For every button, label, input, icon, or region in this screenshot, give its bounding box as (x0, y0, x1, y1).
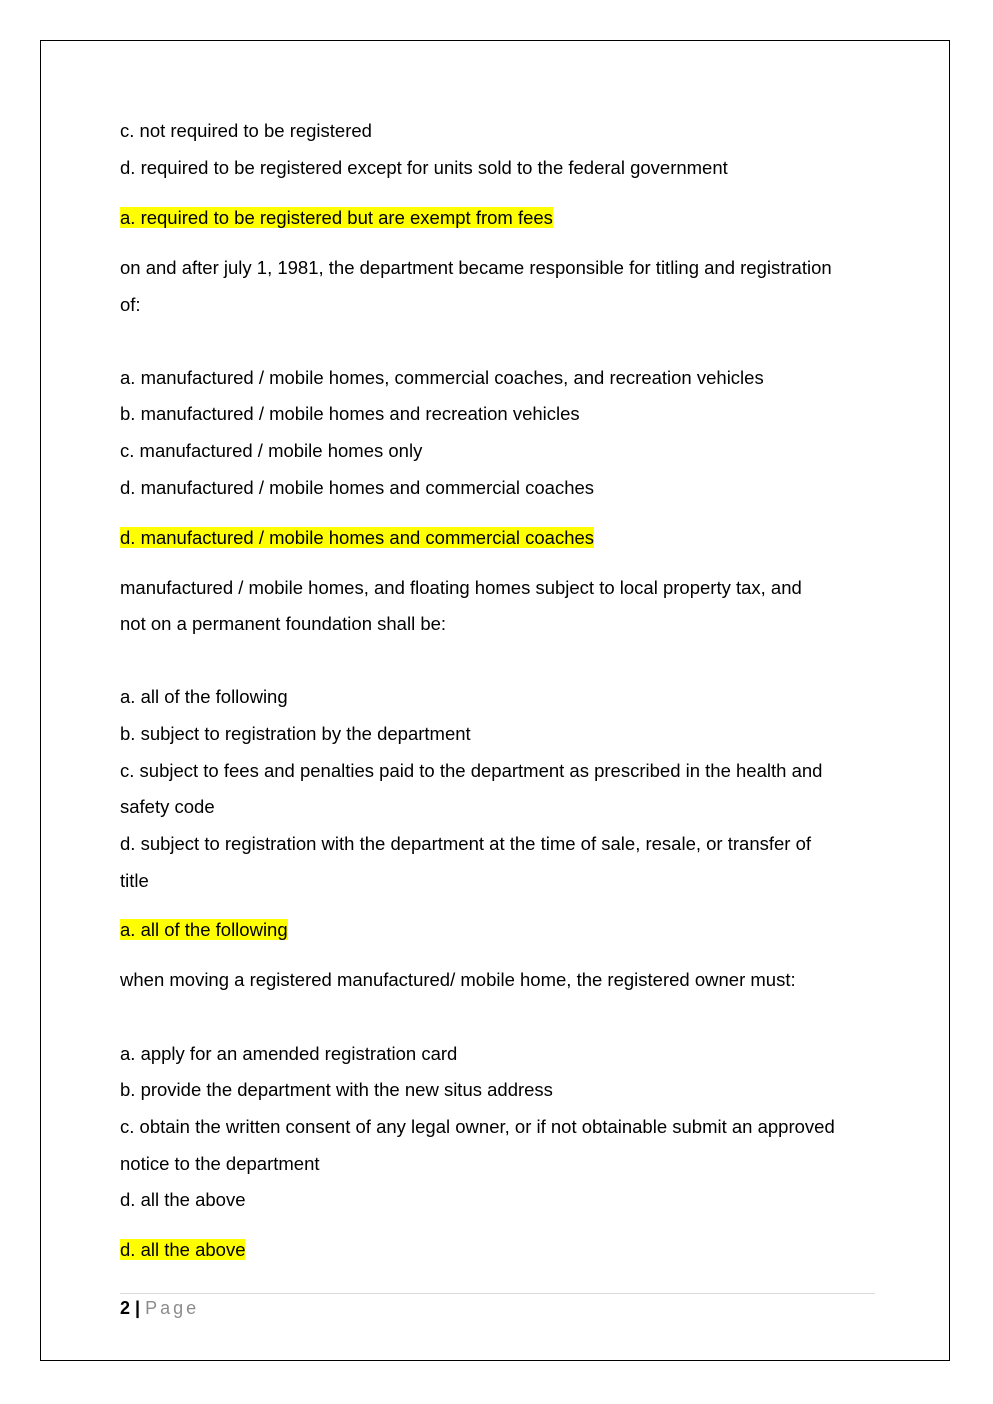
option-b: b. subject to registration by the department (120, 723, 471, 744)
option-b: b. provide the department with the new situs address (120, 1079, 553, 1100)
option-d: d. required to be registered except for units sold to the federal government (120, 157, 728, 178)
option-d-cont: title (120, 870, 149, 891)
answer-highlight (120, 1238, 245, 1262)
answer-text: d. manufactured / mobile homes and commercial coaches (120, 527, 595, 548)
option-c-cont: safety code (120, 796, 215, 817)
option-d: d. manufactured / mobile homes and commercial coaches (120, 477, 595, 498)
question-text: on and after july 1, 1981, the department became responsible for titling and registration (120, 257, 832, 278)
option-c: c. obtain the written consent of any legal owner, or if not obtainable submit an approved (120, 1116, 835, 1137)
page-number: 2 (120, 1298, 131, 1318)
answer-highlight (120, 918, 288, 942)
page-footer (120, 1296, 199, 1320)
option-b: b. manufactured / mobile homes and recreation vehicles (120, 403, 580, 424)
option-c-cont: notice to the department (120, 1153, 320, 1174)
answer-text: d. all the above (120, 1239, 246, 1260)
footer-divider (120, 1293, 875, 1294)
page-label: Page (145, 1298, 200, 1318)
answer-highlight (120, 206, 553, 230)
option-c: c. subject to fees and penalties paid to the department as prescribed in the health and (120, 760, 823, 781)
option-d: d. subject to registration with the department at the time of sale, resale, or transfer of (120, 833, 812, 854)
question-text-cont: of: (120, 294, 141, 315)
option-d: d. all the above (120, 1189, 246, 1210)
footer-separator: | (135, 1298, 141, 1318)
option-a: a. apply for an amended registration card (120, 1043, 458, 1064)
question-text-cont: not on a permanent foundation shall be: (120, 613, 447, 634)
option-c: c. not required to be registered (120, 120, 372, 141)
answer-highlight (120, 526, 594, 550)
question-text: manufactured / mobile homes, and floating homes subject to local property tax, and (120, 577, 802, 598)
answer-text: a. required to be registered but are exempt from fees (120, 207, 553, 228)
answer-text: a. all of the following (120, 919, 288, 940)
option-a: a. all of the following (120, 686, 288, 707)
option-c: c. manufactured / mobile homes only (120, 440, 423, 461)
option-a: a. manufactured / mobile homes, commercial coaches, and recreation vehicles (120, 367, 764, 388)
question-text: when moving a registered manufactured/ mobile home, the registered owner must: (120, 969, 796, 990)
